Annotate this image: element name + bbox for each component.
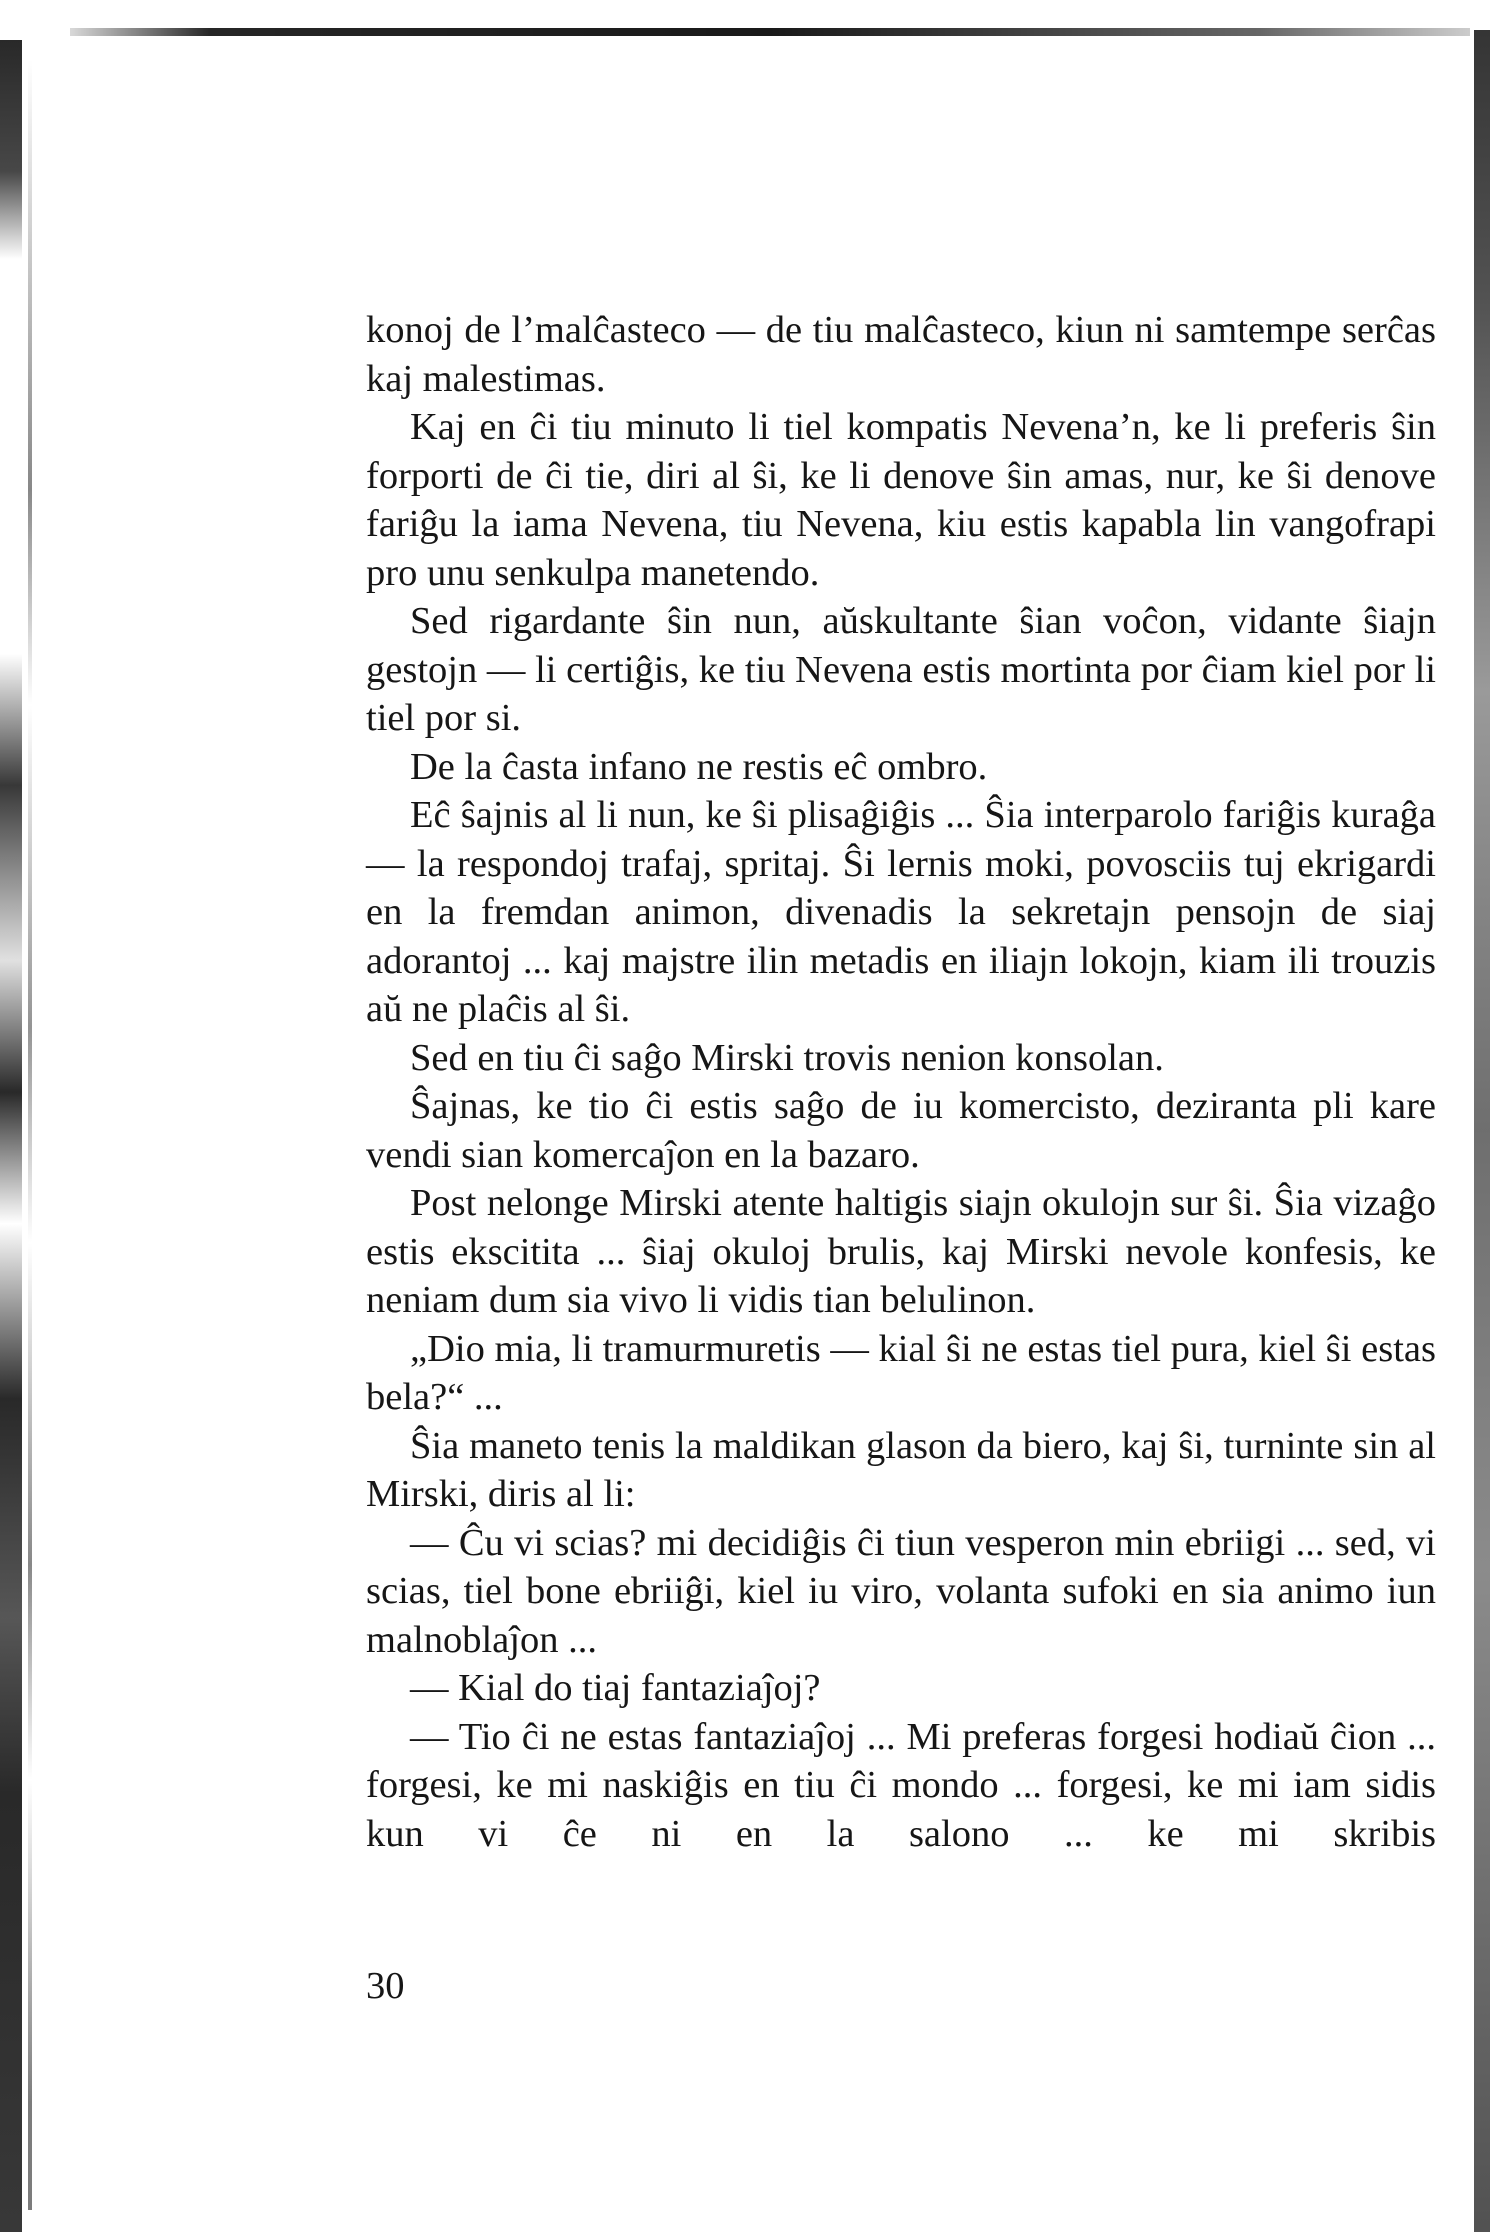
- scan-left-edge: [0, 40, 22, 2232]
- paragraph-9: „Dio mia, li tramurmuretis — kial ŝi ne estas tiel pura, kiel ŝi estas bela?“ ...: [366, 1327, 1436, 1418]
- paragraph-5: Eĉ ŝajnis al li nun, ke ŝi plisaĝiĝis ... Ŝia interparolo fariĝis kuraĝa — la respondoj trafaj, spritaj. Ŝi lernis moki, povosciis tuj ekrigardi en la fremdan animon, divenadis la sekretajn pensojn de siaj adorantoj ... kaj majstre ilin metadis en iliajn lokojn, kiam ili trouzis aŭ ne plaĉis al ŝi.: [366, 794, 1436, 1030]
- paragraph-13: — Tio ĉi ne estas fantaziaĵoj ... Mi preferas forgesi hodiaŭ ĉion ... forgesi, ke mi naskiĝis en tiu ĉi mondo ... forgesi, ke mi iam sidis kun vi ĉe ni en la salono ... ke mi skribis: [366, 1715, 1436, 1855]
- paragraph-3: Sed rigardante ŝin nun, aŭskultante ŝian voĉon, vidante ŝiajn gestojn — li certiĝis, ke tiu Nevena estis mortinta por ĉiam kiel por li tiel por si.: [366, 600, 1436, 739]
- scan-top-edge: [70, 28, 1470, 36]
- paragraph-7: Ŝajnas, ke tio ĉi estis saĝo de iu komercisto, deziranta pli kare vendi sian komercaĵon en la bazaro.: [366, 1085, 1436, 1176]
- paragraph-11: — Ĉu vi scias? mi decidiĝis ĉi tiun vesperon min ebriigi ... sed, vi scias, tiel bone ebriiĝi, kiel iu viro, volanta sufoki en sia animo iun malnoblaĵon ...: [366, 1521, 1436, 1661]
- scan-right-edge: [1474, 30, 1490, 2232]
- scan-left-edge-line: [28, 60, 32, 2210]
- paragraph-8: Post nelonge Mirski atente haltigis siajn okulojn sur ŝi. Ŝia vizaĝo estis ekscitita ... ŝiaj okuloj brulis, kaj Mirski nevole konfesis, ke neniam dum sia vivo li vidis tian belulinon.: [366, 1182, 1436, 1321]
- page-body-text: [366, 306, 1436, 1858]
- paragraph-1: konoj de l’malĉasteco — de tiu malĉasteco, kiun ni samtempe serĉas kaj malestimas.: [366, 309, 1436, 400]
- paragraph-2: Kaj en ĉi tiu minuto li tiel kompatis Nevena’n, ke li preferis ŝin forporti de ĉi tie, diri al ŝi, ke li denove ŝin amas, nur, ke ŝi denove fariĝu la iama Nevena, tiu Nevena, kiu estis kapabla lin vangofrapi pro unu senkulpa manetendo.: [366, 406, 1436, 594]
- paragraph-4: De la ĉasta infano ne restis eĉ ombro.: [410, 745, 988, 788]
- paragraph-10: Ŝia maneto tenis la maldikan glason da biero, kaj ŝi, turninte sin al Mirski, diris al li:: [366, 1424, 1436, 1515]
- paragraph-6: Sed en tiu ĉi saĝo Mirski trovis nenion konsolan.: [410, 1036, 1164, 1079]
- paragraph-12: — Kial do tiaj fantaziaĵoj?: [410, 1667, 821, 1709]
- page-number: 30: [366, 1965, 405, 2007]
